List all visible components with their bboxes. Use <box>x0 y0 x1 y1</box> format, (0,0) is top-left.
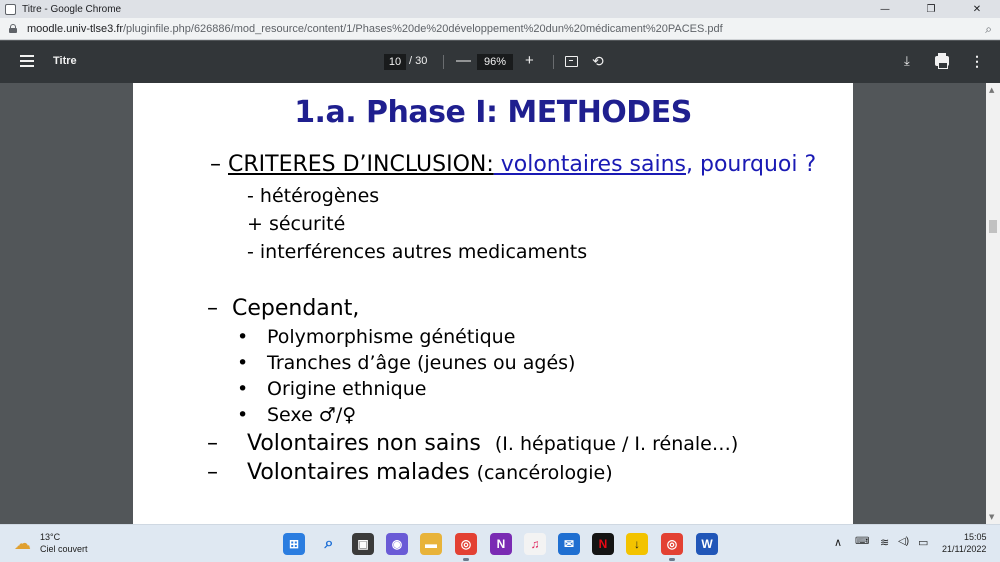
keyboard-icon[interactable]: ⌨ <box>855 536 870 547</box>
download-icon[interactable]: ⤓ <box>904 53 910 68</box>
minimize-icon: — <box>880 3 890 15</box>
bullet-text: Origine ethnique <box>267 378 427 400</box>
weather-description[interactable]: Ciel couvert <box>40 544 88 554</box>
scroll-down-arrow-icon[interactable]: ▼ <box>989 513 995 521</box>
bullet-text: Polymorphisme génétique <box>267 326 516 348</box>
wifi-icon[interactable]: ≋ <box>880 537 890 549</box>
windows-taskbar <box>0 524 1000 562</box>
volontaires-non-sains-line <box>207 431 739 456</box>
menu-icon[interactable] <box>20 55 34 67</box>
show-hidden-icons-chevron-icon[interactable]: ∧ <box>834 537 843 549</box>
item-dash: – <box>207 460 218 485</box>
bullet-item <box>237 326 516 348</box>
more-options-icon[interactable]: ⋮ <box>970 53 984 69</box>
url-text[interactable] <box>27 23 723 35</box>
bullet-item <box>237 404 357 426</box>
scroll-up-arrow-icon[interactable]: ▲ <box>989 86 995 94</box>
cependant-text: Cependant, <box>232 296 360 321</box>
close-button[interactable] <box>954 0 1000 18</box>
zoom-in-button[interactable]: + <box>525 52 534 69</box>
criteria-link: volontaires sains <box>493 152 686 177</box>
lock-icon[interactable] <box>9 24 17 33</box>
vertical-scrollbar[interactable] <box>986 83 1000 524</box>
page-total: / 30 <box>409 55 428 67</box>
print-icon[interactable] <box>935 56 949 66</box>
scrollbar-thumb[interactable] <box>989 220 997 233</box>
zoom-out-button[interactable]: — <box>456 52 471 69</box>
slide-title: 1.a. Phase I: METHODES <box>294 95 692 130</box>
minimize-button[interactable] <box>862 0 908 18</box>
url-host: moodle.univ-tlse3.fr <box>27 22 123 35</box>
item-note: (I. hépatique / I. rénale…) <box>494 433 739 455</box>
volume-icon[interactable]: ◁) <box>898 536 910 547</box>
item-note: (cancérologie) <box>476 462 613 484</box>
window-title: Titre - Google Chrome <box>22 3 122 15</box>
search-icon[interactable]: ⌕ <box>324 535 334 552</box>
itunes-icon[interactable]: ♫ <box>524 533 546 555</box>
item-main: Volontaires non sains (I. hépatique / I. rénale…) <box>247 431 739 456</box>
bullet-dot: • <box>237 378 249 400</box>
sub-item-interferences: - interférences autres medicaments <box>247 241 588 263</box>
rotate-icon[interactable]: ⟲ <box>592 53 604 69</box>
fit-to-page-icon[interactable] <box>565 56 578 67</box>
clock-time[interactable]: 15:05 <box>964 532 987 542</box>
onenote-icon[interactable]: N <box>490 533 512 555</box>
toolbar-divider <box>443 55 444 69</box>
volontaires-malades-line <box>207 460 613 485</box>
chrome-icon[interactable]: ◎ <box>455 533 477 555</box>
close-icon: ✕ <box>972 3 982 15</box>
weather-cloud-icon[interactable]: ☁ <box>14 534 31 553</box>
window-title-bar <box>0 0 1000 18</box>
clock-date[interactable]: 21/11/2022 <box>942 544 987 554</box>
criteria-line <box>210 152 816 177</box>
bullet-text: Sexe ♂/♀ <box>267 404 357 426</box>
bullet-item <box>237 378 427 400</box>
page-number-input[interactable]: 10 <box>384 54 406 70</box>
url-path: /pluginfile.php/626886/mod_resource/content/1/Phases%20de%20développement%20dun%20médicament%20PACES.pdf <box>123 22 723 35</box>
bullet-dot: • <box>237 326 249 348</box>
sub-item-heterogenes: - hétérogènes <box>247 185 380 207</box>
mail-icon[interactable]: ✉ <box>558 533 580 555</box>
start-windows-icon[interactable]: ⊞ <box>283 533 305 555</box>
bullet-item <box>237 352 576 374</box>
bullet-dot: • <box>237 404 249 426</box>
teams-chat-icon[interactable]: ◉ <box>386 533 408 555</box>
pdf-favicon-icon <box>5 4 16 15</box>
zoom-level-input[interactable]: 96% <box>477 54 513 70</box>
cependant-dash: – <box>207 296 218 321</box>
downloader-icon[interactable]: ↓ <box>626 533 648 555</box>
bullet-text: Tranches d’âge (jeunes ou agés) <box>267 352 576 374</box>
sub-item-securite: + sécurité <box>247 213 346 235</box>
pdf-viewer[interactable] <box>0 83 1000 524</box>
item-main: Volontaires malades (cancérologie) <box>247 460 613 485</box>
word-icon[interactable]: W <box>696 533 718 555</box>
toolbar-divider <box>553 55 554 69</box>
pdf-document-title: Titre <box>53 55 77 67</box>
chrome-profile-icon[interactable]: ◎ <box>661 533 683 555</box>
file-explorer-icon[interactable]: ▬ <box>420 533 442 555</box>
task-view-icon[interactable]: ▣ <box>352 533 374 555</box>
pdf-toolbar <box>0 41 1000 83</box>
address-bar[interactable] <box>0 18 1000 40</box>
criteria-rest: , pourquoi ? <box>686 152 817 177</box>
netflix-icon[interactable]: N <box>592 533 614 555</box>
weather-temperature[interactable]: 13°C <box>40 532 61 542</box>
magnifier-zoom-icon[interactable]: ⌕ <box>985 22 992 36</box>
maximize-button[interactable] <box>908 0 954 18</box>
criteria-label: CRITERES D’INCLUSION: <box>228 152 494 177</box>
criteria-dash: – <box>210 152 221 177</box>
pdf-page <box>133 83 853 524</box>
bullet-dot: • <box>237 352 249 374</box>
battery-icon[interactable]: ▭ <box>918 537 929 549</box>
restore-icon: ❐ <box>926 3 936 15</box>
cependant-line <box>207 296 359 321</box>
item-dash: – <box>207 431 218 456</box>
